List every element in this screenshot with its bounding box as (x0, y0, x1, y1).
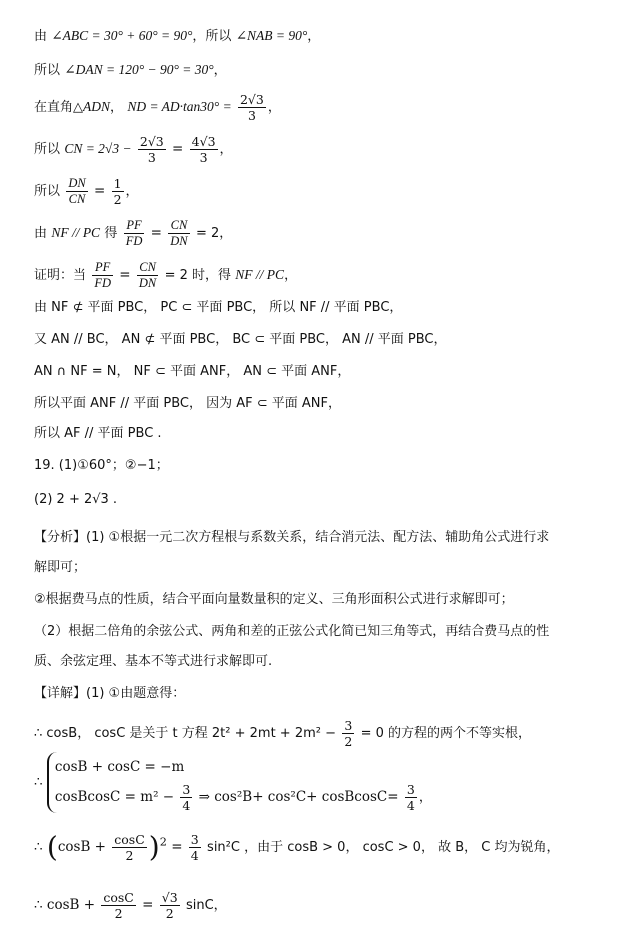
line-16: 解即可； (34, 560, 87, 575)
fraction: $\frac{CN}{DN}$ (138, 260, 157, 290)
fraction: $\frac{4√3}{3}$ (191, 134, 216, 165)
line-2: 所以 ∠DAN = 120° − 90° = 30°， (34, 62, 227, 78)
line-6: 由 NF // PC 得 $\frac{PF}{FD}$ = $\frac{CN}{DN}$ = 2， (34, 218, 233, 248)
fraction: $\frac{CN}{DN}$ (170, 218, 188, 248)
line-18: （2）根据二倍角的余弦公式、两角和差的正弦公式化简已知三角等式，再结合费马点的性 (34, 624, 550, 639)
line-12: 所以 AF // 平面 PBC . (34, 426, 162, 441)
line-20: 【详解】(1) ①由题意得： (34, 686, 186, 701)
line-5: 所以 $\frac{DN}{CN}$ = $\frac{1}{2}$ ， (34, 176, 139, 207)
line-15: 【分析】(1) ①根据一元二次方程根与系数关系，结合消元法、配方法、辅助角公式进行求 (34, 530, 550, 545)
line-10: AN ∩ NF = N， NF ⊂ 平面 ANF， AN ⊂ 平面 ANF， (34, 364, 351, 379)
fraction: $\frac{3}{4}$ (190, 832, 199, 863)
line-8: 由 NF ⊄ 平面 PBC， PC ⊂ 平面 PBC， 所以 NF // 平面 PBC， (34, 300, 403, 315)
line-19: 质、余弦定理、基本不等式进行求解即可. (34, 654, 273, 669)
line-11: 所以平面 ANF // 平面 PBC， 因为 AF ⊂ 平面 ANF， (34, 396, 342, 411)
fraction: $\frac{√3}{2}$ (161, 890, 178, 921)
fraction: $\frac{PF}{FD}$ (94, 260, 111, 290)
fraction: $\frac{PF}{FD}$ (125, 218, 143, 248)
line-4: 所以 CN = 2√3 − $\frac{2√3}{3}$ = $\frac{4√3}{3}$ ， (34, 134, 233, 165)
fraction: $\frac{\cos C}{2}$ (103, 890, 134, 921)
line-23: ∴ (cosB + $\frac{\cos C}{2}$ )$^2$ = $\frac{3}{4}$ sin²C ，由于 cosB > 0， cosC > 0， 故 B， C 均为锐角， (34, 830, 560, 864)
line-24: ∴ cosB + $\frac{\cos C}{2}$ = $\frac{√3}{2}$ sinC， (34, 890, 227, 921)
fraction: $\frac{DN}{CN}$ (68, 176, 86, 206)
fraction: $\frac{2√3}{3}$ (139, 134, 164, 165)
line-21: ∴ cosB， cosC 是关于 t 方程 2t² + 2mt + 2m² − $\frac{3}{2}$ = 0 的方程的两个不等实根， (34, 718, 531, 749)
line-22: ∴ cosB + cosC = −m cosBcosC = m² − $\frac{3}{4}$ ⇒ cos²B+ cos²C+ cosBcosC= $\frac{3}{4}$ ， (34, 752, 432, 813)
line-1: 由 ∠ABC = 30° + 60° = 90°，所以 ∠NAB = 90°， (34, 28, 321, 44)
line-14: (2) 2 + 2√3 . (34, 492, 118, 507)
fraction: $\frac{1}{2}$ (113, 176, 122, 207)
line-3: 在直角△ADN， ND = AD·tan30° = $\frac{2√3}{3}$ ， (34, 92, 281, 123)
equation-system: cosB + cosC = −m cosBcosC = m² − $\frac{3}{4}$ ⇒ cos²B+ cos²C+ cosBcosC= $\frac{3}{4}$ ， (47, 752, 432, 813)
fraction: $\frac{\cos C}{2}$ (114, 832, 145, 863)
fraction: $\frac{3}{2}$ (344, 718, 353, 749)
line-9: 又 AN // BC， AN ⊄ 平面 PBC， BC ⊂ 平面 PBC， AN // 平面 PBC， (34, 332, 447, 347)
line-7: 证明：当 $\frac{PF}{FD}$ = $\frac{CN}{DN}$ = 2 时，得 NF // PC， (34, 260, 298, 290)
line-17: ②根据费马点的性质，结合平面向量数量积的定义、三角形面积公式进行求解即可； (34, 592, 514, 607)
fraction: $\frac{3}{4}$ (406, 782, 415, 813)
fraction: $\frac{2√3}{3}$ (239, 92, 264, 123)
fraction: $\frac{3}{4}$ (182, 782, 191, 813)
line-13: 19. (1)①60°；②−1； (34, 458, 169, 473)
